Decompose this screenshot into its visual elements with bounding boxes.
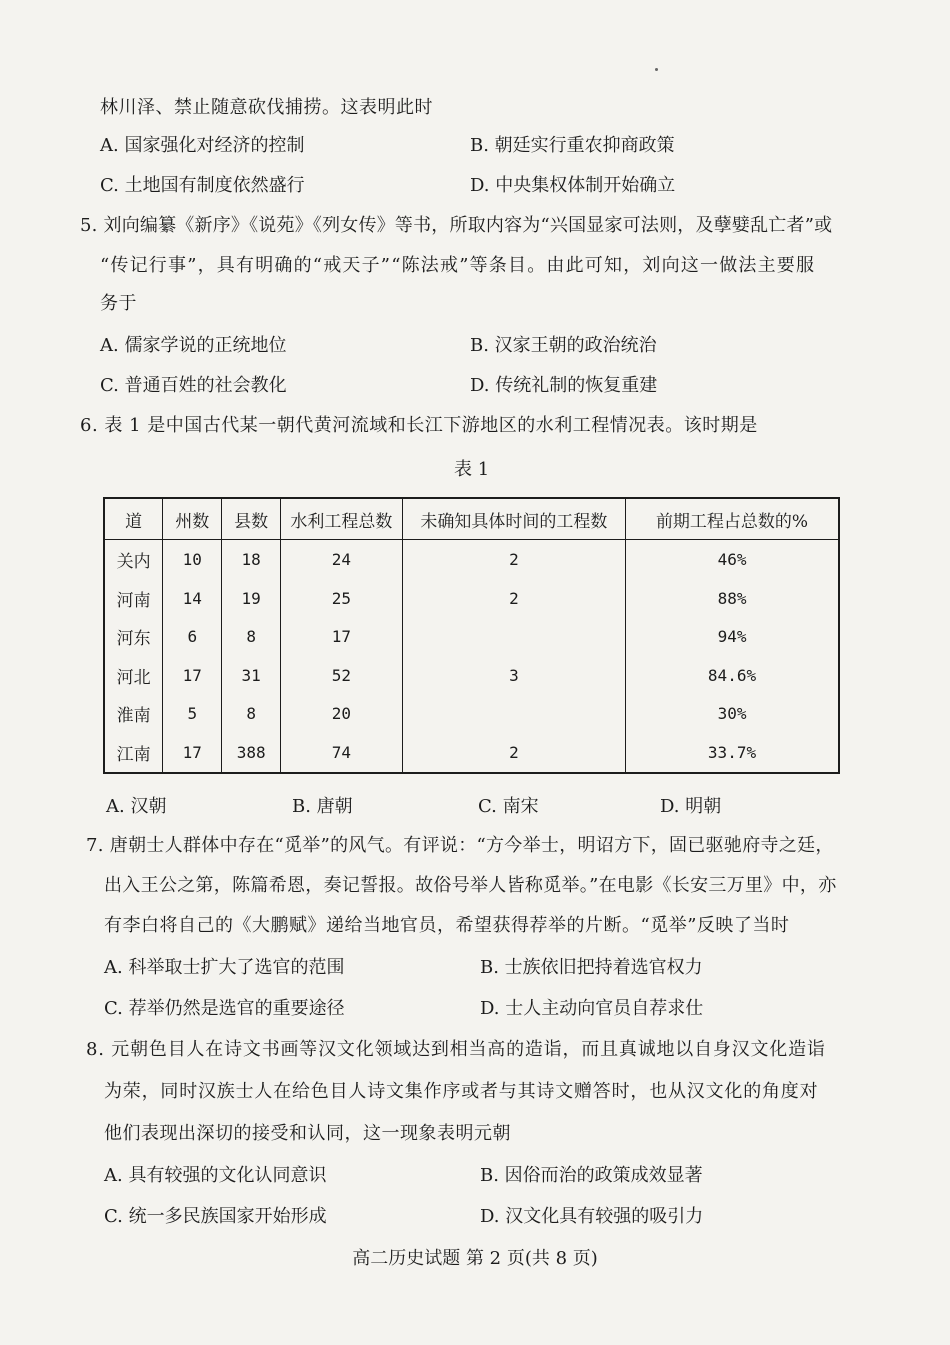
q6-option-d: D. 明朝 bbox=[660, 796, 722, 817]
q7-option-d: D. 士人主动向官员自荐求仕 bbox=[480, 998, 704, 1019]
cell-zhou: 17 bbox=[163, 656, 222, 695]
cell-unknown: 2 bbox=[402, 540, 625, 579]
cell-zhou: 10 bbox=[163, 540, 222, 579]
cell-unknown: 2 bbox=[402, 579, 625, 618]
q4-stem-tail: 林川泽、禁止随意砍伐捕捞。这表明此时 bbox=[100, 97, 433, 118]
q6-option-b: B. 唐朝 bbox=[292, 796, 353, 817]
q8-stem-line1: 8. 元朝色目人在诗文书画等汉文化领域达到相当高的造诣，而且真诚地以自身汉文化造诣 bbox=[86, 1039, 826, 1060]
cell-total: 24 bbox=[281, 540, 403, 579]
cell-xian: 388 bbox=[222, 733, 281, 773]
q4-option-c: C. 土地国有制度依然盛行 bbox=[100, 175, 305, 196]
cell-zhou: 14 bbox=[163, 579, 222, 618]
cell-xian: 18 bbox=[222, 540, 281, 579]
q5-option-b: B. 汉家王朝的政治统治 bbox=[470, 335, 657, 356]
q5-option-a: A. 儒家学说的正统地位 bbox=[100, 335, 287, 356]
cell-zhou: 6 bbox=[163, 617, 222, 656]
q8-option-b: B. 因俗而治的政策成效显著 bbox=[480, 1165, 703, 1186]
q5-option-c: C. 普通百姓的社会教化 bbox=[100, 375, 287, 396]
cell-pct: 33.7% bbox=[626, 733, 839, 773]
cell-dao: 江南 bbox=[104, 733, 163, 773]
q8-option-a: A. 具有较强的文化认同意识 bbox=[104, 1165, 327, 1186]
cell-xian: 8 bbox=[222, 694, 281, 733]
q4-option-a: A. 国家强化对经济的控制 bbox=[100, 135, 305, 156]
cell-pct: 88% bbox=[626, 579, 839, 618]
q7-option-c: C. 荐举仍然是选官的重要途径 bbox=[104, 998, 345, 1019]
page-footer: 高二历史试题 第 2 页(共 8 页) bbox=[352, 1248, 598, 1269]
q4-option-d: D. 中央集权体制开始确立 bbox=[470, 175, 676, 196]
cell-unknown bbox=[402, 694, 625, 733]
q5-stem-line1: 5. 刘向编纂《新序》《说苑》《列女传》等书，所取内容为“兴国显家可法则，及孽嬖乱亡者”或 bbox=[80, 215, 833, 236]
cell-total: 25 bbox=[281, 579, 403, 618]
cell-zhou: 17 bbox=[163, 733, 222, 773]
cell-dao: 河南 bbox=[104, 579, 163, 618]
q7-option-a: A. 科举取士扩大了选官的范围 bbox=[104, 957, 345, 978]
q7-stem-line3: 有李白将自己的《大鹏赋》递给当地官员，希望获得荐举的片断。“觅举”反映了当时 bbox=[104, 915, 790, 936]
q8-stem-line3: 他们表现出深切的接受和认同，这一现象表明元朝 bbox=[104, 1123, 511, 1144]
q8-stem-line2: 为荣，同时汉族士人在给色目人诗文集作序或者与其诗文赠答时，也从汉文化的角度对 bbox=[104, 1081, 819, 1102]
cell-total: 20 bbox=[281, 694, 403, 733]
q5-stem-line3: 务于 bbox=[100, 293, 137, 314]
cell-xian: 8 bbox=[222, 617, 281, 656]
q7-stem-line1: 7. 唐朝士人群体中存在“觅举”的风气。有评说：“方今举士，明诏方下，固已驱驰府寺之廷， bbox=[86, 835, 834, 856]
table-row bbox=[104, 540, 839, 579]
table-row bbox=[104, 579, 839, 618]
table-header-row bbox=[104, 498, 839, 540]
q8-option-c: C. 统一多民族国家开始形成 bbox=[104, 1206, 327, 1227]
cell-dao: 河北 bbox=[104, 656, 163, 695]
header-total: 水利工程总数 bbox=[281, 498, 403, 540]
q4-option-b: B. 朝廷实行重农抑商政策 bbox=[470, 135, 675, 156]
cell-unknown: 3 bbox=[402, 656, 625, 695]
table-row bbox=[104, 694, 839, 733]
table-row bbox=[104, 656, 839, 695]
q5-option-d: D. 传统礼制的恢复重建 bbox=[470, 375, 658, 396]
cell-total: 17 bbox=[281, 617, 403, 656]
cell-xian: 19 bbox=[222, 579, 281, 618]
scan-speck bbox=[655, 68, 658, 71]
q7-stem-line2: 出入王公之第，陈篇希恩，奏记誓报。故俗号举人皆称觅举。”在电影《长安三万里》中，亦 bbox=[104, 875, 837, 896]
q5-stem-line2: “传记行事”，具有明确的“戒天子”“陈法戒”等条目。由此可知，刘向这一做法主要服 bbox=[100, 255, 816, 276]
header-xian: 县数 bbox=[222, 498, 281, 540]
cell-total: 52 bbox=[281, 656, 403, 695]
q7-option-b: B. 士族依旧把持着选官权力 bbox=[480, 957, 703, 978]
cell-dao: 淮南 bbox=[104, 694, 163, 733]
cell-zhou: 5 bbox=[163, 694, 222, 733]
cell-unknown bbox=[402, 617, 625, 656]
header-dao: 道 bbox=[104, 498, 163, 540]
q6-option-a: A. 汉朝 bbox=[106, 796, 167, 817]
irrigation-table bbox=[103, 497, 840, 774]
cell-pct: 30% bbox=[626, 694, 839, 733]
table-row bbox=[104, 733, 839, 773]
cell-xian: 31 bbox=[222, 656, 281, 695]
q6-option-c: C. 南宋 bbox=[478, 796, 539, 817]
header-pct: 前期工程占总数的% bbox=[626, 498, 839, 540]
cell-pct: 46% bbox=[626, 540, 839, 579]
header-zhou: 州数 bbox=[163, 498, 222, 540]
q8-option-d: D. 汉文化具有较强的吸引力 bbox=[480, 1206, 704, 1227]
q6-stem: 6. 表 1 是中国古代某一朝代黄河流域和长江下游地区的水利工程情况表。该时期是 bbox=[80, 415, 758, 436]
cell-unknown: 2 bbox=[402, 733, 625, 773]
cell-dao: 河东 bbox=[104, 617, 163, 656]
cell-total: 74 bbox=[281, 733, 403, 773]
cell-pct: 94% bbox=[626, 617, 839, 656]
cell-dao: 关内 bbox=[104, 540, 163, 579]
header-unknown: 未确知具体时间的工程数 bbox=[402, 498, 625, 540]
cell-pct: 84.6% bbox=[626, 656, 839, 695]
table-row bbox=[104, 617, 839, 656]
table-caption: 表 1 bbox=[454, 459, 490, 480]
